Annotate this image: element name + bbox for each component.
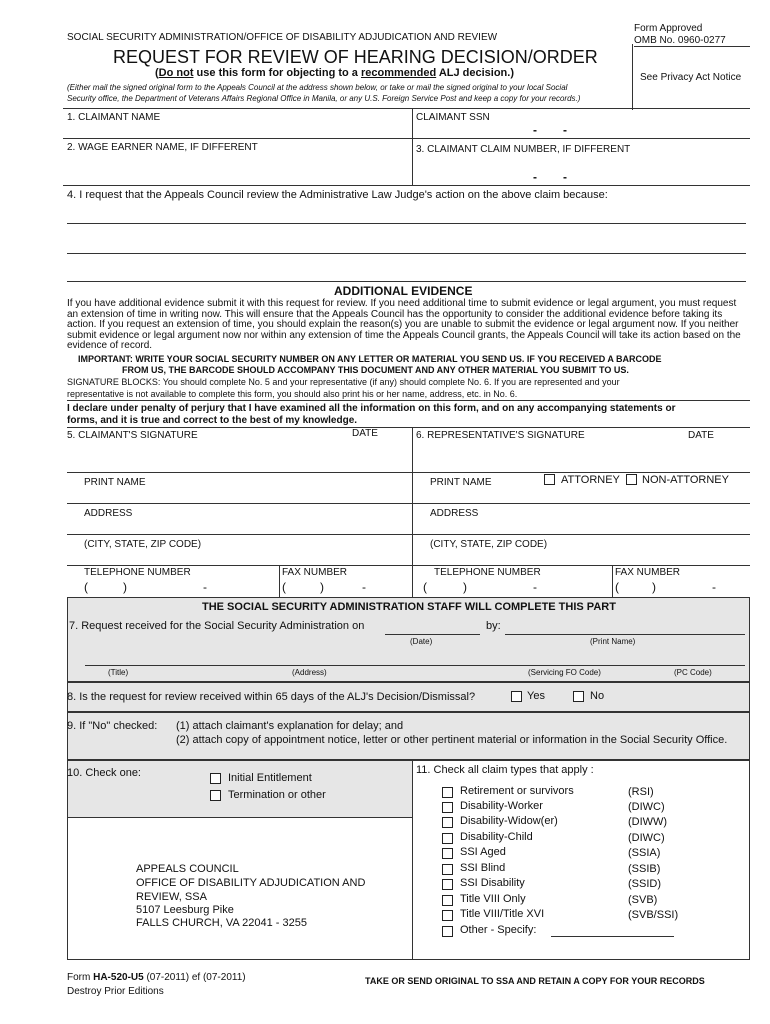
claim-type-label: Other - Specify:: [460, 924, 537, 936]
claim-dash-1: -: [533, 170, 537, 184]
ssa-staff-heading: THE SOCIAL SECURITY ADMINISTRATION STAFF WILL COMPLETE THIS PART: [202, 601, 616, 613]
representative-date-label: DATE: [688, 430, 714, 441]
claimant-telephone-label: TELEPHONE NUMBER: [84, 567, 191, 578]
rep-fax-open-paren: (: [615, 580, 619, 594]
appeals-address-line-1: APPEALS COUNCIL: [136, 863, 239, 875]
claim-type-code: (DIWC): [628, 801, 665, 813]
claim-type-checkbox[interactable]: [442, 910, 453, 921]
rep-fax-close-paren: ): [652, 580, 656, 594]
rep-fax-label: FAX NUMBER: [615, 567, 681, 578]
no-checkbox[interactable]: [573, 691, 584, 702]
claimant-signature-input[interactable]: [70, 448, 405, 464]
claim-type-label: SSI Disability: [460, 877, 525, 889]
sig-blocks-line-2: representative is not available to complete this form, you should also print his or her name, address, etc. in No. 6.: [67, 389, 518, 399]
claim-type-code: (SSIB): [628, 863, 661, 875]
rep-city-label: (CITY, STATE, ZIP CODE): [430, 539, 548, 550]
claim-type-checkbox[interactable]: [442, 926, 453, 937]
rep-phone-close-paren: ): [463, 580, 467, 594]
claim-type-code: (DIWC): [628, 832, 665, 844]
additional-evidence-paragraph: If you have additional evidence submit it with this request for review. If you need additional time to submit evidence or legal argument, you must request an extension of time in writing now. This will ensure that the Appeals Council has the opportunity to consider the additional evidence before taking its action. If you request an extension of time, you should explain the reason(s) you are unable to submit the evidence or legal argument now. If you neither submit evidence or legal argument now nor within any extension of time the Appeals Council grants, the Appeals Council will take its action based on the evidence of record.: [67, 298, 741, 352]
pc-code-caption: (PC Code): [674, 668, 712, 677]
date-caption: (Date): [410, 637, 433, 646]
claimant-name-label: 1. CLAIMANT NAME: [67, 112, 161, 123]
claim-number-label: 3. CLAIMANT CLAIM NUMBER, IF DIFFERENT: [416, 144, 631, 155]
rep-phone-dash: -: [533, 580, 537, 594]
claim-type-label: Title VIII/Title XVI: [460, 908, 545, 920]
non-attorney-checkbox[interactable]: [626, 474, 637, 485]
claim-type-label: SSI Aged: [460, 846, 506, 858]
yes-checkbox[interactable]: [511, 691, 522, 702]
appeals-address-line-4: 5107 Leesburg Pike: [136, 904, 234, 916]
additional-evidence-heading: ADDITIONAL EVIDENCE: [334, 284, 473, 298]
claimant-fax-open-paren: (: [282, 580, 286, 594]
instructions-line-2: Security office, the Department of Veterans Affairs Regional Office in Manila, or any U.S. Foreign Service Post and keep a copy for your records.): [67, 94, 581, 103]
print-name-caption: (Print Name): [590, 637, 636, 646]
rep-city-input[interactable]: [560, 538, 745, 552]
claim-type-checkbox[interactable]: [442, 848, 453, 859]
claimant-address-label: ADDRESS: [84, 508, 133, 519]
item-8-label: 8. Is the request for review received within 65 days of the ALJ's Decision/Dismissal?: [67, 691, 476, 703]
claim-type-code: (SSID): [628, 878, 661, 890]
claimant-fax-label: FAX NUMBER: [282, 567, 348, 578]
rep-address-input[interactable]: [485, 507, 745, 521]
claim-type-checkbox[interactable]: [442, 864, 453, 875]
item-9-instruction-1: (1) attach claimant's explanation for delay; and: [176, 720, 404, 732]
important-line-1: IMPORTANT: WRITE YOUR SOCIAL SECURITY NUMBER ON ANY LETTER OR MATERIAL YOU SEND US. IF YOU RECEIVED A BARCODE: [78, 354, 662, 364]
wage-earner-label: 2. WAGE EARNER NAME, IF DIFFERENT: [67, 142, 258, 153]
by-label: by:: [486, 620, 501, 632]
claimant-ssn-label: CLAIMANT SSN: [416, 112, 490, 123]
form-title: REQUEST FOR REVIEW OF HEARING DECISION/ORDER: [113, 47, 598, 67]
rep-phone-open-paren: (: [423, 580, 427, 594]
privacy-notice: See Privacy Act Notice: [640, 72, 742, 83]
claim-type-label: Disability-Widow(er): [460, 815, 558, 827]
claim-type-label: Title VIII Only: [460, 893, 526, 905]
claim-type-label: Disability-Worker: [460, 800, 543, 812]
appeals-address-line-2: OFFICE OF DISABILITY ADJUDICATION AND: [136, 877, 366, 889]
appeals-address-line-3: REVIEW, SSA: [136, 891, 207, 903]
claimant-name-input[interactable]: [70, 124, 405, 138]
claim-type-code: (SSIA): [628, 847, 661, 859]
claim-dash-2: -: [563, 170, 567, 184]
claim-type-checkbox[interactable]: [442, 817, 453, 828]
declaration-line-1: I declare under penalty of perjury that I have examined all the information on this form, and on any accompanying statements or: [67, 403, 676, 414]
initial-entitlement-label: Initial Entitlement: [228, 772, 312, 784]
declaration-line-2: forms, and it is true and correct to the best of my knowledge.: [67, 415, 358, 426]
non-attorney-label: NON-ATTORNEY: [642, 474, 729, 486]
form-subtitle: (Do not use this form for objecting to a recommended ALJ decision.): [155, 67, 514, 79]
omb-number: OMB No. 0960-0277: [634, 35, 726, 46]
attorney-checkbox[interactable]: [544, 474, 555, 485]
claim-type-code: (RSI): [628, 786, 654, 798]
claim-type-label: Retirement or survivors: [460, 785, 574, 797]
important-line-2: FROM US, THE BARCODE SHOULD ACCOMPANY THIS DOCUMENT AND ANY OTHER MATERIAL YOU SUBMIT TO US.: [122, 365, 629, 375]
claimant-fax-close-paren: ): [320, 580, 324, 594]
claim-type-code: (SVB): [628, 894, 658, 906]
sig-blocks-line-1: SIGNATURE BLOCKS: You should complete No. 5 and your representative (if any) should complete No. 6. If you are represented and your: [67, 377, 620, 387]
rep-print-name-label: PRINT NAME: [430, 477, 492, 488]
claim-type-label: Disability-Child: [460, 831, 533, 843]
yes-label: Yes: [527, 690, 545, 702]
rep-telephone-label: TELEPHONE NUMBER: [434, 567, 541, 578]
claim-type-checkbox[interactable]: [442, 895, 453, 906]
servicing-fo-caption: (Servicing FO Code): [528, 668, 601, 677]
claimant-address-input[interactable]: [140, 507, 405, 521]
claim-type-checkbox[interactable]: [442, 833, 453, 844]
request-statement: 4. I request that the Appeals Council review the Administrative Law Judge's action on the above claim because:: [67, 189, 608, 201]
termination-checkbox[interactable]: [210, 790, 221, 801]
item-11-label: 11. Check all claim types that apply :: [416, 764, 594, 776]
address-caption: (Address): [292, 668, 327, 677]
item-9-label: 9. If "No" checked:: [67, 720, 158, 732]
initial-entitlement-checkbox[interactable]: [210, 773, 221, 784]
item-10-label: 10. Check one:: [67, 767, 141, 779]
title-caption: (Title): [108, 668, 129, 677]
claim-type-checkbox[interactable]: [442, 802, 453, 813]
claim-type-code: (SVB/SSI): [628, 909, 679, 921]
claimant-print-name-input[interactable]: [150, 476, 405, 490]
claimant-print-name-label: PRINT NAME: [84, 477, 146, 488]
claim-type-checkbox[interactable]: [442, 787, 453, 798]
claim-type-code: (DIWW): [628, 816, 668, 828]
agency-name: SOCIAL SECURITY ADMINISTRATION/OFFICE OF DISABILITY ADJUDICATION AND REVIEW: [67, 32, 498, 43]
item-7-label: 7. Request received for the Social Security Administration on: [69, 620, 365, 632]
take-send-notice: TAKE OR SEND ORIGINAL TO SSA AND RETAIN A COPY FOR YOUR RECORDS: [365, 976, 705, 986]
destroy-prior-editions: Destroy Prior Editions: [67, 986, 164, 997]
representative-signature-label: 6. REPRESENTATIVE'S SIGNATURE: [416, 430, 585, 441]
instructions-line-1: (Either mail the signed original form to the Appeals Council at the address shown below, or take or mail the signed original to your local Social: [67, 83, 568, 92]
claimant-phone-close-paren: ): [123, 580, 127, 594]
claimant-phone-open-paren: (: [84, 580, 88, 594]
ssn-dash-1: -: [533, 123, 537, 137]
claimant-signature-label: 5. CLAIMANT'S SIGNATURE: [67, 430, 198, 441]
rep-address-label: ADDRESS: [430, 508, 479, 519]
representative-signature-input[interactable]: [420, 448, 745, 464]
claimant-date-label: DATE: [352, 428, 378, 439]
item-9-instruction-2: (2) attach copy of appointment notice, letter or other pertinent material or information in the Social Security Office.: [176, 734, 728, 746]
ssn-dash-2: -: [563, 123, 567, 137]
form-number: Form HA-520-U5 (07-2011) ef (07-2011): [67, 972, 246, 983]
form-approved: Form Approved: [634, 23, 703, 34]
claim-type-label: SSI Blind: [460, 862, 506, 874]
wage-earner-input[interactable]: [70, 158, 405, 172]
claimant-city-label: (CITY, STATE, ZIP CODE): [84, 539, 202, 550]
rep-fax-dash: -: [712, 580, 716, 594]
appeals-address-line-5: FALLS CHURCH, VA 22041 - 3255: [136, 917, 307, 929]
termination-label: Termination or other: [228, 789, 326, 801]
claimant-city-input[interactable]: [215, 538, 405, 552]
claimant-phone-dash: -: [203, 580, 207, 594]
attorney-label: ATTORNEY: [561, 474, 620, 486]
no-label: No: [590, 690, 605, 702]
claim-type-checkbox[interactable]: [442, 879, 453, 890]
claimant-fax-dash: -: [362, 580, 366, 594]
